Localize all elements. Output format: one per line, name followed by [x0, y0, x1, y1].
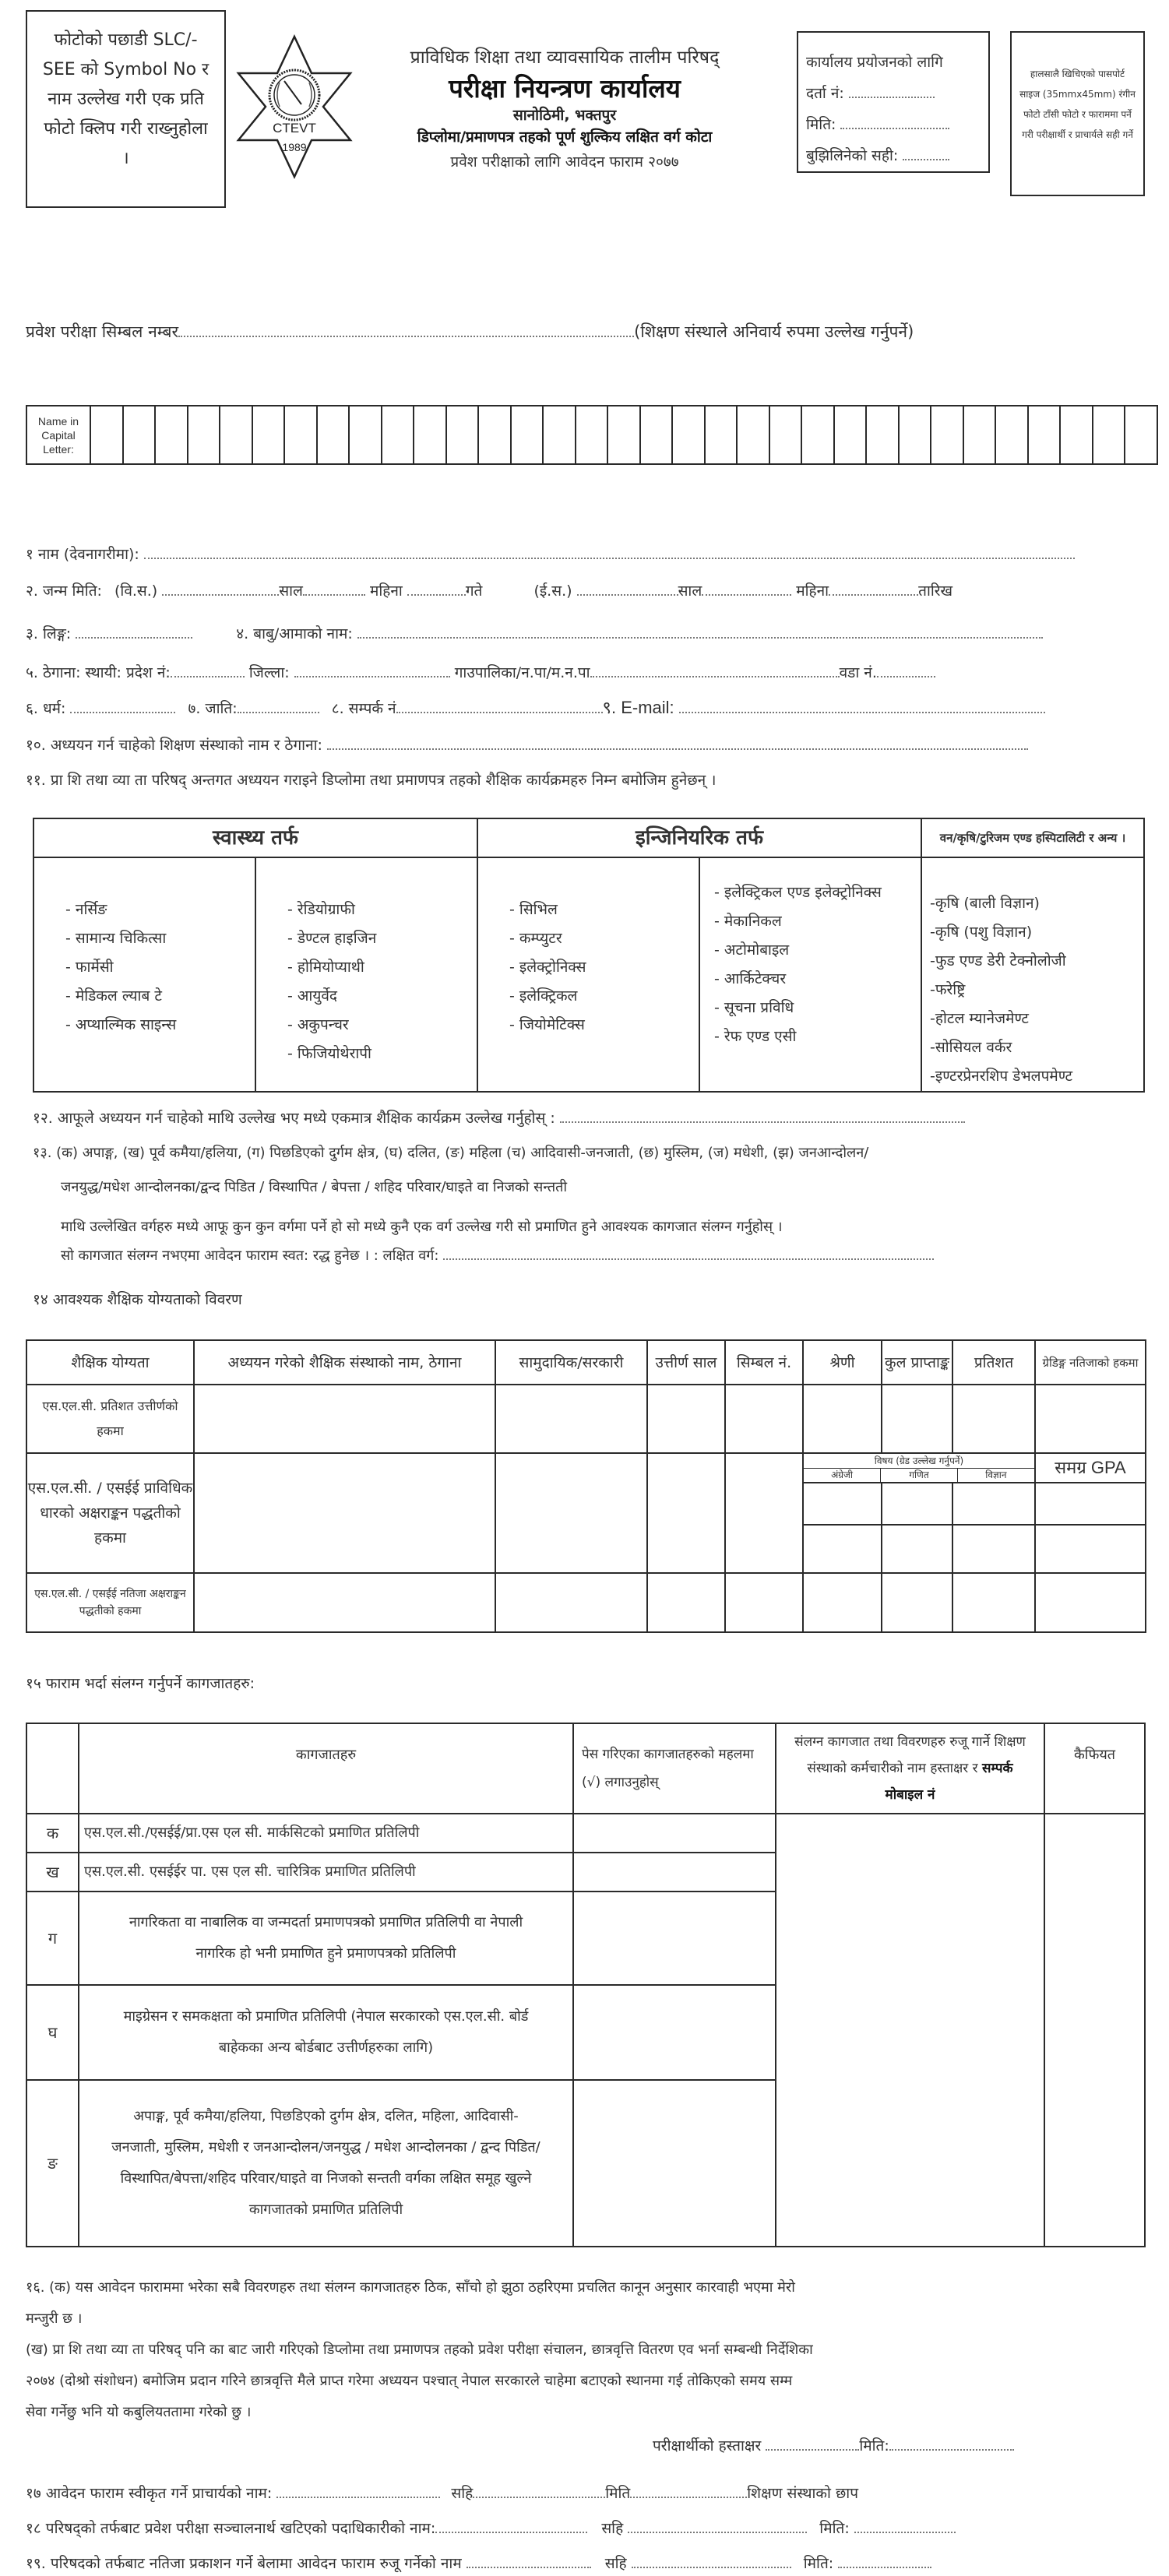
- program-item: - इलेक्ट्रिकल: [509, 987, 578, 1005]
- health-col2: [255, 857, 477, 1092]
- qual-header-3: उत्तीर्ण साल: [647, 1340, 725, 1385]
- item-13-line4: [61, 1246, 934, 1265]
- contact-input[interactable]: [396, 699, 603, 713]
- engineering-header: इन्जिनियरिक तर्फ: [477, 818, 921, 857]
- name-letter-cell[interactable]: [1093, 406, 1125, 464]
- field-2-dob: [26, 580, 952, 600]
- qual-cell[interactable]: [194, 1453, 495, 1573]
- qual-row-label-0: एस.एल.सी. प्रतिशत उत्तीर्णको हकमा: [26, 1385, 194, 1453]
- name-letter-cell[interactable]: [769, 406, 802, 464]
- qual-cell[interactable]: [803, 1573, 882, 1632]
- remarks-cell[interactable]: [1044, 1814, 1145, 2247]
- item-15: [26, 1673, 255, 1693]
- grade-math-cell[interactable]: [882, 1483, 952, 1525]
- institution-label: १०. अध्ययन गर्न चाहेको शिक्षण संस्थाको नाम र ठेगाना:: [26, 737, 322, 754]
- item-13-line3: [61, 1217, 783, 1236]
- name-letter-cell[interactable]: [188, 406, 220, 464]
- dob-bs-label: (वि.स.): [114, 582, 158, 600]
- name-capital-grid: [26, 405, 1158, 465]
- quota-title: डिप्लोमा/प्रमाणपत्र तहको पूर्ण शुल्किय लक्षित वर्ग कोटा: [417, 128, 713, 146]
- name-letter-cell[interactable]: [1028, 406, 1061, 464]
- form-title: प्रवेश परीक्षाको लागि आवेदन फाराम २०७७: [450, 153, 679, 171]
- qual-cell[interactable]: [882, 1525, 952, 1573]
- principal-date-field[interactable]: [630, 2483, 747, 2498]
- program-item: - फिजियोथेरापी: [287, 1045, 371, 1062]
- parent-name-label: ४. बाबु/आमाको नाम:: [236, 625, 353, 642]
- qual-cell[interactable]: [952, 1573, 1035, 1632]
- qual-cell[interactable]: [952, 1525, 1035, 1573]
- chosen-program-input[interactable]: [560, 1108, 965, 1123]
- program-item: -इण्टरप्रेनरशिप डेभलपमेण्ट: [930, 1068, 1073, 1085]
- name-letter-cell[interactable]: [446, 406, 479, 464]
- official-date-field[interactable]: [854, 2518, 956, 2533]
- name-letter-cell[interactable]: [640, 406, 673, 464]
- name-letter-cell[interactable]: [382, 406, 414, 464]
- doc-check-cell[interactable]: [573, 1853, 776, 1892]
- name-letter-cell[interactable]: [252, 406, 285, 464]
- gpa-cell[interactable]: [1035, 1483, 1146, 1525]
- item-14-label: १४ आवश्यक शैक्षिक योग्यताको विवरण: [33, 1291, 242, 1308]
- programs-note: ११. प्रा शि तथा व्या ता परिषद् अन्तगत अध्ययन गराइने डिप्लोमा तथा प्रमाणपत्र तहको शैक्षिक कार्यक्रमहरु निम्न बमोजिम हुनेछन् ।: [26, 772, 717, 789]
- parent-name-input[interactable]: [357, 624, 1043, 639]
- doc-check-cell[interactable]: [573, 1985, 776, 2080]
- dob-bs-year-label: साल: [279, 582, 303, 600]
- program-item: -कृषि (पशु विज्ञान): [930, 924, 1033, 941]
- municipality-label: गाउपालिका/न.पा/म.न.पा: [454, 664, 590, 681]
- name-grid-label: Name in Capital Letter:: [26, 406, 90, 464]
- name-letter-cell[interactable]: [349, 406, 382, 464]
- name-letter-cell[interactable]: [963, 406, 996, 464]
- documents-table: [26, 1723, 1146, 2247]
- program-item: - मेडिकल ल्याब टे: [65, 987, 162, 1005]
- candidate-date-label: मिति:: [859, 2437, 889, 2455]
- engineering-col2: [699, 857, 921, 1092]
- item-18: [26, 2518, 956, 2538]
- verifier-name-field[interactable]: [467, 2553, 591, 2568]
- verifier-header-bold: सम्पर्क मोबाइल नं: [885, 1761, 1013, 1803]
- program-item: - जियोमेटिक्स: [509, 1016, 585, 1033]
- qual-cell[interactable]: [495, 1385, 647, 1453]
- program-item: - इलेक्ट्रोनिक्स: [509, 959, 586, 976]
- dob-ad-year-input[interactable]: [577, 581, 678, 596]
- item-19: [26, 2553, 931, 2573]
- docs-check-header: पेस गरिएका कागजातहरुको महलमा (√) लगाउनुहोस्: [573, 1723, 776, 1814]
- dob-ad-month-label: महिना: [796, 582, 829, 600]
- qual-header-7: प्रतिशत: [952, 1340, 1035, 1385]
- program-item: -होटल म्यानेजमेण्ट: [930, 1010, 1029, 1027]
- office-date-label: मिति:: [806, 116, 836, 133]
- program-item: -कृषि (बाली विज्ञान): [930, 895, 1040, 912]
- program-item: - डेण्टल हाइजिन: [287, 930, 377, 947]
- dob-bs-year-input[interactable]: [162, 581, 279, 596]
- name-letter-cell[interactable]: [284, 406, 317, 464]
- doc-text: एस.एल.सी. एसईईर पा. एस एल सी. चारित्रिक प्रमाणित प्रतिलिपी: [79, 1853, 573, 1892]
- doc-index: ङ: [26, 2080, 79, 2247]
- verifier-date-label: मिति:: [803, 2555, 834, 2572]
- photo-note-box: [26, 10, 226, 208]
- program-item: - इलेक्ट्रिकल एण्ड इलेक्ट्रोनिक्स: [714, 884, 882, 901]
- name-letter-cell[interactable]: [90, 406, 123, 464]
- name-devanagari-label: १ नाम (देवनागरीमा):: [26, 546, 139, 563]
- official-name-field[interactable]: [435, 2518, 587, 2533]
- docs-remarks-header: कैफियत: [1044, 1723, 1145, 1814]
- principal-name-field[interactable]: [276, 2483, 440, 2498]
- qual-header-4: सिम्बल नं.: [725, 1340, 803, 1385]
- religion-input[interactable]: [70, 699, 175, 713]
- header-titles: [335, 43, 794, 175]
- name-letter-cell[interactable]: [317, 406, 350, 464]
- qual-cell[interactable]: [495, 1453, 647, 1573]
- org-name: प्राविधिक शिक्षा तथा व्यावसायिक तालीम परिषद्: [410, 48, 720, 68]
- program-item: -फुड एण्ड डेरी टेक्नोलोजी: [930, 952, 1066, 970]
- dob-label: २. जन्म मिति:: [26, 582, 102, 600]
- dob-bs-day-label: गते: [465, 582, 483, 600]
- subjects-subtable: [804, 1454, 1034, 1482]
- receiver-sign-label: बुझिलिनेको सही:: [806, 147, 899, 164]
- qual-cell[interactable]: [882, 1573, 952, 1632]
- program-item: - अटोमोबाइल: [714, 941, 790, 959]
- qual-cell[interactable]: [647, 1453, 725, 1573]
- qual-header-1: अध्ययन गरेको शैक्षिक संस्थाको नाम, ठेगाना: [194, 1340, 495, 1385]
- symbol-number-row: [26, 321, 914, 343]
- verifier-header-text: संलग्न कागजात तथा विवरणहरु रुजू गार्ने शिक्षण संस्थाको कर्मचारीको नाम हस्ताक्षर र: [794, 1734, 1026, 1776]
- qual-cell[interactable]: [1035, 1573, 1146, 1632]
- principal-sign-field[interactable]: [473, 2483, 605, 2498]
- qual-cell[interactable]: [1035, 1525, 1146, 1573]
- field-11-note: [26, 769, 716, 790]
- institution-input[interactable]: [327, 735, 1028, 750]
- item-12: [33, 1107, 965, 1128]
- name-letter-cell[interactable]: [1125, 406, 1157, 464]
- program-item: - आयुर्वेद: [287, 987, 337, 1005]
- qual-cell[interactable]: [803, 1385, 882, 1453]
- dob-bs-month-input[interactable]: [303, 581, 365, 596]
- qual-cell[interactable]: [495, 1573, 647, 1632]
- doc-index: ख: [26, 1853, 79, 1892]
- photo-note-text: फोटोको पछाडी SLC/-SEE को Symbol No र नाम उल्लेख गरी एक प्रति फोटो क्लिप गरी राख्नुहोला ।: [42, 30, 210, 168]
- name-letter-cell[interactable]: [834, 406, 867, 464]
- engineering-col1: [477, 857, 699, 1092]
- symbol-number-label: प्रवेश परीक्षा सिम्बल नम्बर: [26, 322, 179, 341]
- official-date-label: मिति:: [819, 2520, 850, 2537]
- contact-label: ८. सम्पर्क नं: [331, 700, 396, 717]
- declaration: [26, 2272, 1155, 2428]
- doc-text: एस.एल.सी./एसईई/प्रा.एस एल सी. मार्कसिटको प्रमाणित प्रतिलिपी: [79, 1814, 573, 1853]
- name-letter-cell[interactable]: [672, 406, 705, 464]
- doc-check-cell[interactable]: [573, 2080, 776, 2247]
- religion-label: ६. धर्म:: [26, 700, 66, 717]
- program-item: - नर्सिङ: [65, 901, 107, 918]
- field-1-name-devanagari: [26, 544, 1075, 564]
- overall-gpa-label: समग्र GPA: [1035, 1453, 1146, 1483]
- doc-index: क: [26, 1814, 79, 1853]
- receiver-sign-field[interactable]: [903, 146, 949, 160]
- name-letter-cell[interactable]: [576, 406, 608, 464]
- dob-ad-year-label: साल: [678, 582, 702, 600]
- program-item: - रेफ एण्ड एसी: [714, 1028, 797, 1045]
- name-letter-cell[interactable]: [1060, 406, 1093, 464]
- program-item: - फार्मेसी: [65, 959, 114, 976]
- institution-stamp-label: शिक्षण संस्थाको छाप: [747, 2485, 859, 2502]
- verifier-sign-field[interactable]: [632, 2553, 791, 2568]
- qual-cell[interactable]: [725, 1453, 803, 1573]
- grade-science-cell[interactable]: [952, 1483, 1035, 1525]
- name-letter-cell[interactable]: [220, 406, 252, 464]
- qual-row-label-2: एस.एल.सी. / एसईई नतिजा अक्षराङ्कन पद्धतीको हकमा: [26, 1573, 194, 1632]
- declaration-b-line1: (ख) प्रा शि तथा व्या ता परिषद् पनि का बाट जारी गरिएको डिप्लोमा तथा प्रमाणपत्र तहको प्रवेश परीक्षा संचालन, छात्रवृत्ति वितरण एव भर्ना सम्बन्धी निर्देशिका: [26, 2342, 813, 2358]
- candidate-signature-label: परीक्षार्थीको हस्ताक्षर: [653, 2437, 762, 2455]
- dob-ad-date-input[interactable]: [829, 581, 918, 596]
- program-item: - कम्प्युटर: [509, 930, 562, 947]
- doc-index: घ: [26, 1985, 79, 2080]
- subject-math: गणित: [881, 1468, 958, 1482]
- field-6-9-row: [26, 695, 1045, 719]
- candidate-signature-field[interactable]: [766, 2436, 859, 2451]
- target-group-input[interactable]: [443, 1246, 934, 1260]
- target-group-instruction: माथि उल्लेखित वर्गहरु मध्ये आफू कुन कुन वर्गमा पर्ने हो सो मध्ये कुनै एक वर्ग उल्लेख गरी सो प्रमाणित हुने आवश्यक कागजात संलग्न गर्नुहोस् ।: [61, 1219, 783, 1235]
- qual-cell[interactable]: [882, 1385, 952, 1453]
- passport-photo-box[interactable]: [1010, 31, 1145, 196]
- name-letter-cell[interactable]: [543, 406, 576, 464]
- doc-check-cell[interactable]: [573, 1892, 776, 1985]
- doc-check-cell[interactable]: [573, 1814, 776, 1853]
- name-devanagari-input[interactable]: [144, 544, 1075, 559]
- declaration-b-line2: २०७४ (दोश्रो संशोधन) बमोजिम प्रदान गरिने छात्रवृत्ति मैले प्राप्त गरेमा अध्ययन पश्चात् नेपाल सरकारले चाहेमा बटाएको स्थानमा गई तोकिएको समय सम्म: [26, 2373, 793, 2389]
- field-5-address: [26, 662, 935, 682]
- doc-text: माइग्रेसन र समकक्षता को प्रमाणित प्रतिलिपी (नेपाल सरकारको एस.एल.सी. बोर्ड बाहेकका अन्य बोर्डबाट उत्तीर्णहरुका लागि): [79, 1985, 573, 2080]
- qual-header-2: सामुदायिक/सरकारी: [495, 1340, 647, 1385]
- official-name-label: १८ परिषद्को तर्फबाट प्रवेश परीक्षा सञ्चालनार्थ खटिएको पदाधिकारीको नाम:: [26, 2520, 436, 2537]
- reg-no-label: दर्ता नं:: [806, 85, 844, 102]
- name-letter-cell[interactable]: [511, 406, 544, 464]
- official-sign-field[interactable]: [628, 2518, 807, 2533]
- symbol-number-note: (शिक्षण संस्थाले अनिवार्य रुपमा उल्लेख गर्नुपर्ने): [634, 322, 914, 341]
- official-sign-label: सहि: [601, 2520, 624, 2537]
- qual-header-5: श्रेणी: [803, 1340, 882, 1385]
- target-groups-list-cont: जनयुद्ध/मधेश आन्दोलनका/द्वन्द पिडित / विस्थापित / बेपत्ता / शहिद परिवार/घाइते वा निजको सन्तती: [61, 1179, 568, 1195]
- item-17: [26, 2483, 858, 2503]
- grade-english-cell[interactable]: [803, 1483, 882, 1525]
- dob-bs-day-input[interactable]: [407, 581, 466, 596]
- item-15-label: १५ फाराम भर्दा संलग्न गर्नुपर्ने कागजातहरु:: [26, 1675, 255, 1692]
- dob-ad-month-input[interactable]: [702, 581, 791, 596]
- ward-input[interactable]: [877, 663, 935, 677]
- caste-label: ७. जाति:: [188, 700, 238, 717]
- office-location: सानोठिमी, भक्तपुर: [512, 107, 617, 124]
- item-14: [33, 1289, 242, 1309]
- declaration-a-line2: मन्जुरी छ ।: [26, 2310, 83, 2327]
- qual-cell[interactable]: [647, 1385, 725, 1453]
- dob-ad-label: (ई.स.): [533, 582, 572, 600]
- reg-no-field[interactable]: [849, 83, 935, 98]
- qual-row-label-1: एस.एल.सी. / एसईई प्राविधिक धारको अक्षराङ्कन पद्धतीको हकमा: [26, 1453, 194, 1573]
- name-letter-cell[interactable]: [478, 406, 511, 464]
- dob-ad-date-label: तारिख: [918, 582, 953, 600]
- district-label: जिल्ला:: [248, 664, 290, 681]
- declaration-a-line1: १६. (क) यस आवेदन फाराममा भरेका सबै विवरणहरु तथा संलग्न कागजातहरु ठिक, साँचो हो झुठा ठहरिएमा प्रचलित कानून अनुसार कारवाही भएमा मेरो: [26, 2279, 795, 2296]
- qual-cell[interactable]: [725, 1385, 803, 1453]
- office-use-box: [797, 31, 990, 173]
- verifier-sign-label: सहि: [604, 2555, 627, 2572]
- field-10-institution: [26, 734, 1028, 755]
- province-input[interactable]: [171, 663, 245, 677]
- program-item: - अप्थाल्मिक साइन्स: [65, 1016, 177, 1033]
- office-title: परीक्षा नियन्त्रण कार्यालय: [449, 73, 681, 104]
- docs-documents-header: कागजातहरु: [79, 1723, 573, 1814]
- doc-text: अपाङ्ग, पूर्व कमैया/हलिया, पिछडिएको दुर्गम क्षेत्र, दलित, महिला, आदिवासी-जनजाती, मुस्लिम, मधेशी र जनआन्दोलन/जनयुद्ध / मधेश आन्दोलनका / द्वन्द पिडित/विस्थापित/बेपत्ता/शहिद परिवार/घाइते वा निजको सन्तती वर्गका लक्षित समूह खुल्ने कागजातको प्रमाणित प्रतिलिपी: [79, 2080, 573, 2247]
- email-input[interactable]: [679, 699, 1045, 713]
- program-item: - सूचना प्रविधि: [714, 999, 794, 1016]
- name-letter-cell[interactable]: [155, 406, 188, 464]
- qual-cell[interactable]: [725, 1573, 803, 1632]
- photo-box-note: हालसालै खिचिएको पासपोर्ट साइज (35mmx45mm) रंगीन फोटो टाँसी फोटो र फाराममा पर्ने गरी परीक्षार्थी र प्राचार्यले सही गर्ने: [1019, 69, 1136, 140]
- office-date-field[interactable]: [840, 114, 949, 129]
- qualifications-table: [26, 1339, 1146, 1633]
- candidate-date-field[interactable]: [889, 2436, 1014, 2451]
- program-item: -सोसियल वर्कर: [930, 1039, 1012, 1056]
- doc-text: नागरिकता वा नाबालिक वा जन्मदर्ता प्रमाणपत्रको प्रमाणित प्रतिलिपी वा नेपाली नागरिक हो भनी प्रमाणित हुने प्रमाणपत्रको प्रतिलिपी: [79, 1892, 573, 1985]
- qual-cell[interactable]: [647, 1573, 725, 1632]
- program-item: - अकुपन्चर: [287, 1016, 349, 1033]
- email-label: ९. E-mail:: [602, 698, 674, 717]
- docs-verifier-header: [776, 1723, 1044, 1814]
- other-col: [921, 857, 1144, 1092]
- doc-index: ग: [26, 1892, 79, 1985]
- qual-cell[interactable]: [1035, 1385, 1146, 1453]
- symbol-number-field[interactable]: [178, 321, 634, 337]
- candidate-signature-row: [653, 2435, 1014, 2455]
- gender-label: ३. लिङ्ग:: [26, 625, 72, 642]
- programs-table: [33, 818, 1145, 1093]
- verifier-cell[interactable]: [776, 1814, 1044, 2247]
- dob-bs-month-label: महिना: [369, 582, 403, 600]
- program-item: - सिभिल: [509, 901, 558, 918]
- qual-header-6: कुल प्राप्ताङ्क: [882, 1340, 952, 1385]
- program-item: - सामान्य चिकित्सा: [65, 930, 167, 947]
- verifier-date-field[interactable]: [838, 2553, 931, 2568]
- target-groups-list: १३. (क) अपाङ्ग, (ख) पूर्व कमैया/हलिया, (ग) पिछडिएको दुर्गम क्षेत्र, (घ) दलित, (ङ) महिला (च) आदिवासी-जनजाती, (छ) मुस्लिम, (ज) मधेशी, (झ) जनआन्दोलन/: [33, 1145, 869, 1161]
- district-input[interactable]: [294, 663, 450, 677]
- subjects-header-cell: [803, 1453, 1035, 1483]
- name-letter-cell[interactable]: [931, 406, 963, 464]
- name-letter-cell[interactable]: [705, 406, 738, 464]
- docs-index-header: [26, 1723, 79, 1814]
- field-3-4-row: [26, 623, 1043, 643]
- caste-input[interactable]: [238, 699, 319, 713]
- qual-cell[interactable]: [803, 1525, 882, 1573]
- item-13-line1: [33, 1143, 868, 1162]
- item-12-label: १२. आफूले अध्ययन गर्न चाहेको माथि उल्लेख भए मध्ये एकमात्र शैक्षिक कार्यक्रम उल्लेख गर्नुहोस् :: [33, 1110, 555, 1127]
- name-letter-cell[interactable]: [995, 406, 1028, 464]
- name-letter-cell[interactable]: [899, 406, 931, 464]
- program-item: - आर्किटेक्चर: [714, 970, 787, 987]
- program-item: - होमियोप्याथी: [287, 959, 364, 976]
- municipality-input[interactable]: [590, 663, 840, 677]
- ward-label: वडा नं.: [839, 664, 877, 681]
- qual-cell[interactable]: [194, 1573, 495, 1632]
- qual-header-0: शैक्षिक योग्यता: [26, 1340, 194, 1385]
- name-letter-cell[interactable]: [414, 406, 446, 464]
- health-header: स्वास्थ्य तर्फ: [33, 818, 477, 857]
- address-province-label: ५. ठेगाना: स्थायी: प्रदेश नं:: [26, 664, 171, 681]
- svg-text:CTEVT: CTEVT: [273, 121, 316, 135]
- item-13-line2: [61, 1177, 567, 1196]
- subject-science: विज्ञान: [985, 1469, 1007, 1481]
- name-letter-cell[interactable]: [801, 406, 834, 464]
- qual-cell[interactable]: [194, 1385, 495, 1453]
- name-letter-cell[interactable]: [866, 406, 899, 464]
- target-group-label: सो कागजात संलग्न नभएमा आवेदन फाराम स्वत: रद्ध हुनेछ । : लक्षित वर्ग:: [61, 1248, 439, 1264]
- subjects-header: विषय (ग्रेड उल्लेख गर्नुपर्ने): [804, 1454, 1034, 1468]
- name-letter-cell[interactable]: [123, 406, 156, 464]
- verifier-name-label: १९. परिषदको तर्फबाट नतिजा प्रकाशन गर्ने बेलामा आवेदन फाराम रुजू गर्नेको नाम: [26, 2555, 462, 2572]
- program-item: -फरेष्ट्रि: [930, 981, 966, 998]
- name-letter-cell[interactable]: [737, 406, 769, 464]
- principal-sign-label: सहि: [451, 2485, 474, 2502]
- qual-cell[interactable]: [952, 1385, 1035, 1453]
- principal-name-label: १७ आवेदन फाराम स्वीकृत गर्ने प्राचार्यको नाम:: [26, 2485, 273, 2502]
- program-item: - मेकानिकल: [714, 913, 782, 930]
- health-col1: [33, 857, 255, 1092]
- office-use-title: कार्यालय प्रयोजनको लागि: [806, 54, 943, 71]
- gender-input[interactable]: [76, 624, 192, 639]
- principal-date-label: मिति: [605, 2485, 631, 2502]
- qual-header-8: ग्रेडिङ्ग नतिजाको हकमा: [1035, 1340, 1146, 1385]
- subject-english: अंग्रेजी: [804, 1468, 881, 1482]
- svg-text:1989: 1989: [282, 141, 307, 153]
- declaration-b-line3: सेवा गर्नेछु भनि यो कबुलियततामा गरेको छु ।: [26, 2404, 252, 2420]
- program-item: - रेडियोग्राफी: [287, 901, 355, 918]
- other-header: वन/कृषि/टुरिजम एण्ड हस्पिटालिटी र अन्य ।: [921, 818, 1144, 857]
- name-letter-cell[interactable]: [607, 406, 640, 464]
